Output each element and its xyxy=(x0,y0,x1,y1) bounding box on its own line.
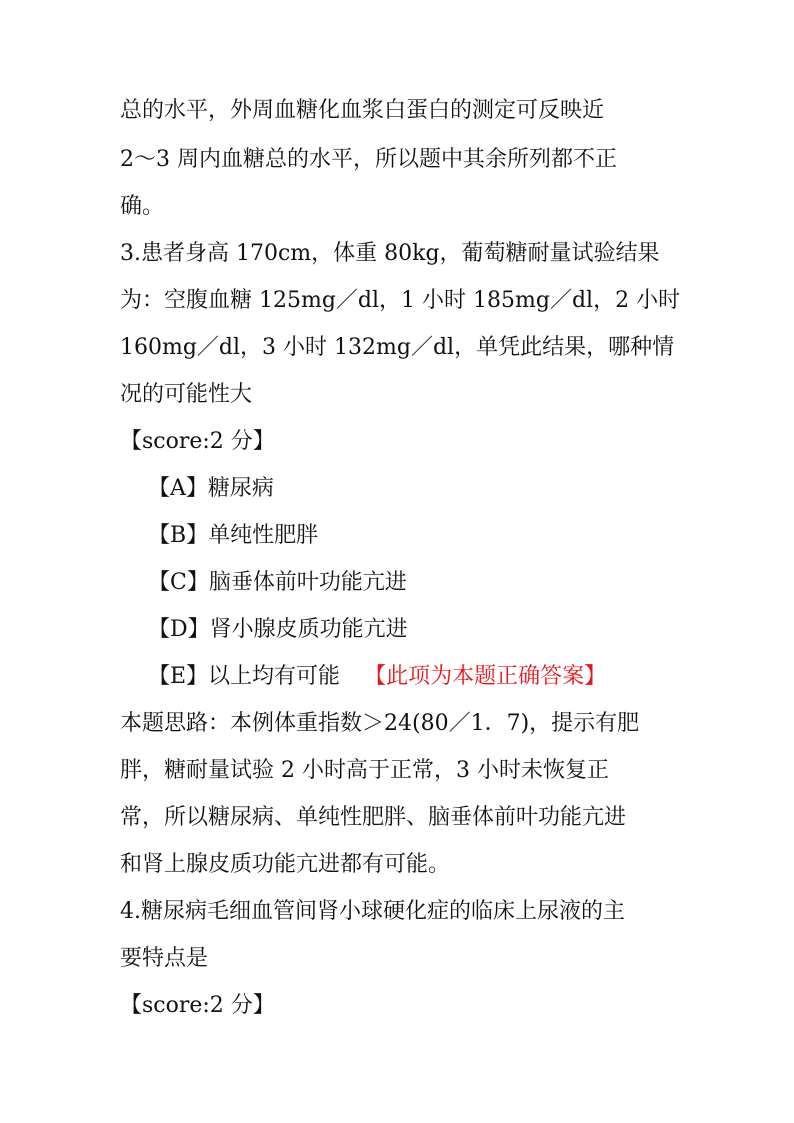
question-3-score: 【score:2 分】 xyxy=(120,429,275,454)
text-line-3: 确。 xyxy=(120,194,165,219)
question-4-line-2: 要特点是 xyxy=(120,946,209,971)
question-3-line-4: 况的可能性大 xyxy=(120,382,253,407)
question-3-line-1: 3.患者身高 170cm，体重 80kg，葡萄糖耐量试验结果 xyxy=(120,241,660,266)
option-a: 【A】糖尿病 xyxy=(148,476,274,501)
option-e-label: 【E】以上均有可能 xyxy=(148,664,341,689)
question-4-line-1: 4.糖尿病毛细血管间肾小球硬化症的临床上尿液的主 xyxy=(120,899,625,924)
option-d: 【D】肾小腺皮质功能亢进 xyxy=(148,617,408,642)
correct-answer-mark: 【此项为本题正确答案】 xyxy=(364,664,607,689)
question-3-line-2: 为：空腹血糖 125mg／dl，1 小时 185mg／dl，2 小时 xyxy=(120,288,681,313)
option-b: 【B】单纯性肥胖 xyxy=(148,523,319,548)
text-line-1: 总的水平，外周血糖化血浆白蛋白的测定可反映近 xyxy=(120,98,605,123)
explanation-line-1: 本题思路：本例体重指数＞24(80／1．7)，提示有肥 xyxy=(120,711,640,736)
option-c: 【C】脑垂体前叶功能亢进 xyxy=(148,570,407,595)
explanation-line-3: 常，所以糖尿病、单纯性肥胖、脑垂体前叶功能亢进 xyxy=(120,805,627,830)
option-e xyxy=(148,662,606,692)
question-4-score: 【score:2 分】 xyxy=(120,993,275,1018)
explanation-line-2: 胖，糖耐量试验 2 小时高于正常，3 小时未恢复正 xyxy=(120,758,609,783)
explanation-line-4: 和肾上腺皮质功能亢进都有可能。 xyxy=(120,852,451,877)
text-line-2: 2～3 周内血糖总的水平，所以题中其余所列都不正 xyxy=(120,147,617,172)
question-3-line-3: 160mg／dl，3 小时 132mg／dl，单凭此结果，哪种情 xyxy=(120,335,675,360)
